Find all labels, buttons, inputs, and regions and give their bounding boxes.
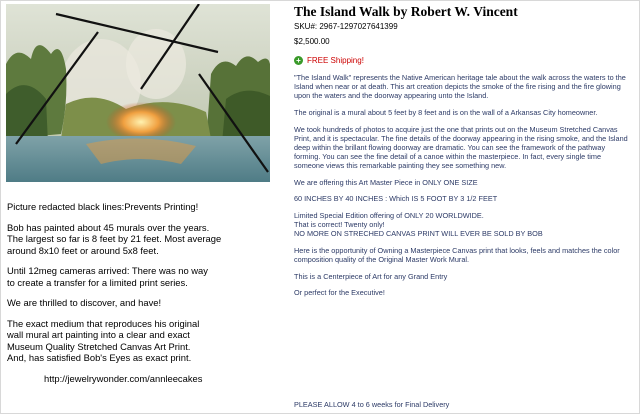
product-description: [294, 73, 630, 297]
free-shipping-badge: [294, 56, 630, 65]
website-url: http://jewelrywonder.com/annleecakes: [44, 372, 203, 384]
caption-paragraph: The exact medium that reproduces his original wall mural art painting into a clear and exact Museum Quality Stretched Canvas Art Print. And, has satisfied Bob's Eyes as exact print.: [7, 317, 200, 363]
description-paragraph: The original is a mural about 5 feet by 8 feet and is on the wall of a Arkansas City homeowner.: [294, 107, 598, 117]
product-details: [294, 4, 630, 305]
description-paragraph: We are offering this Art Master Piece in ONLY ONE SIZE: [294, 177, 478, 187]
description-paragraph: Or perfect for the Executive!: [294, 288, 385, 298]
description-paragraph: This is a Centerpiece of Art for any Grand Entry: [294, 271, 448, 281]
painting-image: [6, 4, 270, 182]
product-title: The Island Walk by Robert W. Vincent: [294, 4, 518, 19]
description-paragraph: Here is the opportunity of Owning a Masterpiece Canvas print that looks, feels and matches the color composition quality of the Original Master Work Mural.: [294, 245, 620, 264]
product-sku: SKU#: 2967-1297027641399: [294, 22, 398, 31]
delivery-note: PLEASE ALLOW 4 to 6 weeks for Final Delivery: [294, 400, 450, 409]
caption-paragraph: Until 12meg cameras arrived: There was no way to create a transfer for a limited print series.: [7, 265, 208, 288]
product-price: $2,500.00: [294, 37, 330, 46]
description-paragraph: We took hundreds of photos to acquire just the one that prints out on the Museum Stretched Canvas Print, and it is spectacular. The fine details of the doorway appearing in the rising smoke, and the Island deep within the brillant flowing doorway are dramatic. You can see the framework of the pathway forming. You can see the fine detail of a canoe within the masterpiece. In fact, every single time someone views this remarkable painting they see something new.: [294, 124, 628, 170]
caption-column: [7, 201, 269, 384]
description-paragraph: 60 INCHES BY 40 INCHES : Which IS 5 FOOT BY 3 1/2 FEET: [294, 194, 498, 204]
caption-paragraph: Bob has painted about 45 murals over the years. The largest so far is 8 feet by 21 feet. Most average around 8x10 feet or around 5x8 feet.: [7, 221, 222, 256]
description-paragraph: Limited Special Edition offering of ONLY 20 WORLDWIDE. That is correct! Twenty only! NO MORE ON STRECHED CANVAS PRINT WILL EVER BE SOLD BY BOB: [294, 211, 543, 239]
plus-circle-icon: +: [294, 56, 303, 65]
description-paragraph: "The Island Walk" represents the Native American heritage tale about the walk across the waters to the Island when near or at death. This art creation depicts the smoke of the fire rising and the fire glowing upon the waters and the doorway appearing unto the Island.: [294, 73, 626, 101]
caption-paragraph: We are thrilled to discover, and have!: [7, 297, 162, 308]
caption-paragraph: Picture redacted black lines:Prevents Printing!: [7, 201, 199, 212]
free-shipping-label: FREE Shipping!: [307, 56, 364, 65]
